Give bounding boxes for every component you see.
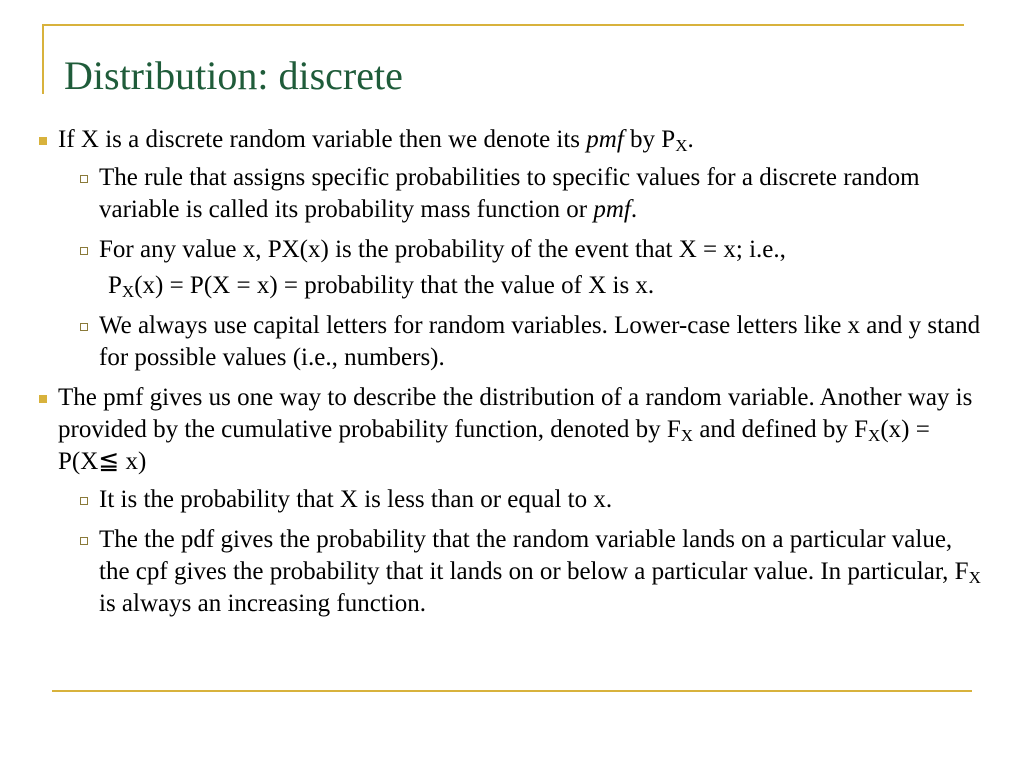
subbullet-any-value bbox=[80, 234, 988, 266]
slide-body bbox=[38, 124, 988, 628]
frame-left-rule bbox=[42, 24, 44, 94]
subscript: X bbox=[121, 282, 135, 301]
bullet-text: and defined by F bbox=[693, 416, 869, 443]
bullet-text: If X is a discrete random variable then we denote its bbox=[58, 126, 587, 153]
hollow-square-bullet-icon bbox=[80, 497, 88, 505]
hollow-square-bullet-icon bbox=[80, 175, 88, 183]
subscript: X bbox=[680, 426, 694, 445]
pmf-term: pmf bbox=[586, 126, 624, 153]
formula-text: (x) = P(X = x) = probability that the value of X is x. bbox=[134, 272, 655, 299]
subbullet-text: The the pdf gives the probability that the random variable lands on a particular value, the cpf gives the probability that it lands on or below a particular value. In particular, F bbox=[99, 526, 969, 585]
pmf-term: pmf bbox=[593, 196, 631, 223]
subbullet-text: . bbox=[630, 196, 638, 223]
square-bullet-icon bbox=[39, 395, 47, 403]
subbullet-text: For any value x, PX(x) is the probability of the event that X = x; i.e., bbox=[99, 236, 786, 263]
subbullet-pmf-rule bbox=[80, 162, 988, 226]
bullet-text: by P bbox=[623, 126, 676, 153]
subbullet-text: We always use capital letters for random variables. Lower-case letters like x and y stand for possible values (i.e., numbers). bbox=[99, 312, 981, 371]
subbullet-text: It is the probability that X is less than or equal to x. bbox=[99, 486, 613, 513]
subbullet-text: is always an increasing function. bbox=[99, 590, 426, 617]
slide-title: Distribution: discrete bbox=[64, 53, 403, 98]
bullet-text: The pmf gives us one way to describe the distribution of a random variable. Another way is provided by the cumulative probability function, denoted by F bbox=[58, 384, 973, 443]
subscript: X bbox=[968, 568, 981, 587]
bullet-pmf-definition bbox=[38, 124, 988, 156]
bullet-text: . bbox=[687, 126, 694, 153]
frame-top-rule bbox=[42, 24, 964, 26]
bullet-text: (x) = P(X≦ x) bbox=[58, 416, 930, 475]
hollow-square-bullet-icon bbox=[80, 537, 88, 545]
formula-text: P bbox=[108, 272, 122, 299]
bullet-cumulative bbox=[38, 382, 988, 478]
square-bullet-icon bbox=[39, 137, 47, 145]
subscript: X bbox=[868, 426, 881, 445]
subbullet-text: The rule that assigns specific probabilities to specific values for a discrete random variable is called its probability mass function or bbox=[99, 164, 920, 223]
hollow-square-bullet-icon bbox=[80, 323, 88, 331]
frame-bottom-rule bbox=[52, 690, 972, 692]
subscript: X bbox=[675, 136, 688, 155]
hollow-square-bullet-icon bbox=[80, 247, 88, 255]
subbullet-capital-letters bbox=[80, 310, 988, 374]
subbullet-pdf-cpf bbox=[80, 524, 988, 620]
formula-line bbox=[108, 270, 988, 302]
subbullet-less-equal bbox=[80, 484, 988, 516]
